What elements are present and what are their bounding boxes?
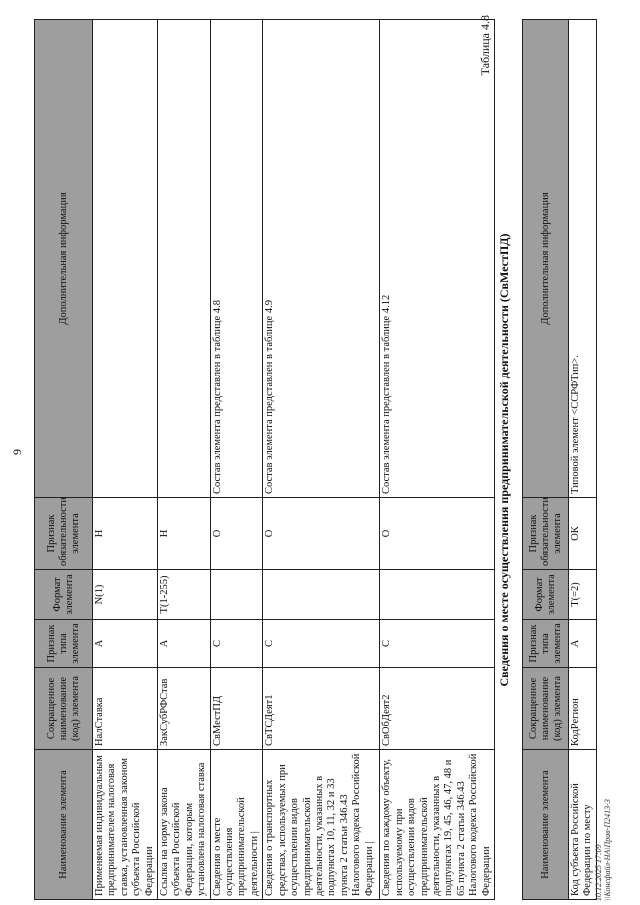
header-type: Признак типа элемента (523, 620, 569, 668)
print-stamp (594, 799, 612, 901)
header-name: Наименование элемента (35, 750, 93, 900)
header-format: Формат элемента (35, 570, 93, 620)
header-required: Признак обязательности элемента (35, 498, 93, 570)
table-header-row (523, 20, 569, 900)
cell-code: КодРегион (569, 668, 597, 750)
table-row (569, 20, 597, 900)
stamp-date: 10.12.2025 17:09 (594, 844, 603, 901)
header-short-name: Сокращенное наименование (код) элемента (523, 668, 569, 750)
cell-format: N(1) (93, 570, 158, 620)
table-row (210, 20, 263, 900)
header-type: Признак типа элемента (35, 620, 93, 668)
cell-name: Ссылка на норму закона субъекта Российской Федерации, которым установлена налоговая ставка (158, 750, 211, 900)
cell-type: А (93, 620, 158, 668)
cell-name: Сведения по каждому объекту, используемому при осуществлении видов предпринимательской деятельности, указанных в подпунктах 19, 45, 46, 47, 48 и 65 пункта 2 статьи 346.43 Налогового кодекса Российской Федерации (380, 750, 495, 900)
cell-required: О (380, 498, 495, 570)
cell-info: Состав элемента представлен в таблице 4.8 (210, 20, 263, 498)
cell-info (158, 20, 211, 498)
table-caption: Таблица 4.8 (478, 15, 492, 76)
stamp-path: \\Консфайл-НА\Прав-П2413-3 (603, 799, 612, 901)
cell-format: T(=2) (569, 570, 597, 620)
elements-table (34, 19, 495, 900)
cell-type: С (263, 620, 380, 668)
cell-code: НалСтавка (93, 668, 158, 750)
cell-required: О (210, 498, 263, 570)
cell-info: Типовой элемент <ССРФТип>. (569, 20, 597, 498)
cell-required: ОК (569, 498, 597, 570)
cell-name: Применяемая индивидуальным предпринимателем налоговая ставка, установленная законом субъекта Российской Федерации (93, 750, 158, 900)
header-required: Признак обязательности элемента (523, 498, 569, 570)
cell-code: ЗакСубРФСтав (158, 668, 211, 750)
cell-required: Н (158, 498, 211, 570)
header-name: Наименование элемента (523, 750, 569, 900)
cell-code: СвОбДеят2 (380, 668, 495, 750)
cell-format: T(1-255) (158, 570, 211, 620)
cell-code: СвМестПД (210, 668, 263, 750)
cell-type: С (210, 620, 263, 668)
header-info: Дополнительная информация (35, 20, 93, 498)
cell-format (210, 570, 263, 620)
cell-required: О (263, 498, 380, 570)
header-format: Формат элемента (523, 570, 569, 620)
header-info: Дополнительная информация (523, 20, 569, 498)
header-short-name: Сокращенное наименование (код) элемента (35, 668, 93, 750)
cell-name: Код субъекта Российской Федерации по месту (569, 750, 597, 900)
cell-format (380, 570, 495, 620)
table-row (263, 20, 380, 900)
table-row (158, 20, 211, 900)
cell-code: СвТСДеят1 (263, 668, 380, 750)
cell-type: С (380, 620, 495, 668)
table-row (93, 20, 158, 900)
cell-required: Н (93, 498, 158, 570)
location-table (522, 19, 597, 900)
table-header-row (35, 20, 93, 900)
cell-format (263, 570, 380, 620)
cell-info: Состав элемента представлен в таблице 4.9 (263, 20, 380, 498)
cell-type: А (158, 620, 211, 668)
cell-info (93, 20, 158, 498)
cell-name: Сведения о месте осуществления предпринимательской деятельности | (210, 750, 263, 900)
cell-name: Сведения о транспортных средствах, используемых при осуществлении видов предпринимательской деятельности, указанных в подпунктах 10, 11, 32 и 33 пункта 2 статьи 346.43 Налогового кодекса Российской Федерации | (263, 750, 380, 900)
cell-info: Состав элемента представлен в таблице 4.12 (380, 20, 495, 498)
page-number: 9 (10, 449, 24, 455)
section-title: Сведения о месте осуществления предпринимательской деятельности (СвМестПД) (497, 233, 511, 687)
cell-type: А (569, 620, 597, 668)
